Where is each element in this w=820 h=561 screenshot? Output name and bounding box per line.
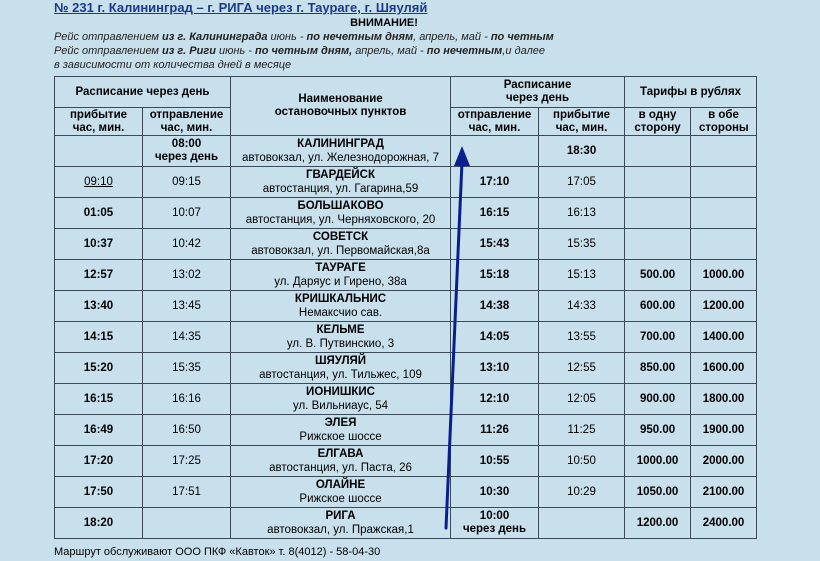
header-one-way: в одну сторону (625, 108, 691, 136)
arrival-cell: 17:50 (55, 477, 143, 508)
stop-city: КРИШКАЛЬНИС (294, 293, 387, 305)
departure-return-cell: 10:00 через день (451, 508, 539, 539)
arrival-cell: 16:15 (55, 384, 143, 415)
stop-address: автовокзал, ул. Первомайская,8а (251, 245, 430, 257)
departure-return-cell: 14:38 (451, 291, 539, 322)
tariff-both-ways-cell: 1000.00 (691, 260, 757, 291)
tariff-one-way-cell: 900.00 (625, 384, 691, 415)
table-row (55, 322, 757, 353)
stop-city: КЕЛЬМЕ (316, 324, 365, 336)
stop-city: РИГА (325, 510, 356, 522)
arrival-cell: 13:40 (55, 291, 143, 322)
arrival-return-cell: 12:55 (539, 353, 625, 384)
tariff-both-ways-cell: 2400.00 (691, 508, 757, 539)
tariff-both-ways-cell: 1400.00 (691, 322, 757, 353)
stop-name-cell (231, 136, 451, 167)
tariff-one-way-cell: 1000.00 (625, 446, 691, 477)
departure-cell: 13:02 (143, 260, 231, 291)
tariff-one-way-cell (625, 167, 691, 198)
departure-cell: 10:07 (143, 198, 231, 229)
stop-name-cell (231, 353, 451, 384)
table-row (55, 198, 757, 229)
tariff-one-way-cell (625, 229, 691, 260)
schedule-note-kaliningrad: Рейс отправлением из г. Калининграда июнь - по нечетным дням, апрель, май - по четным (54, 31, 554, 43)
warning-label: ВНИМАНИЕ! (350, 17, 418, 29)
departure-return-cell: 12:10 (451, 384, 539, 415)
stop-city: ШЯУЛЯЙ (314, 355, 367, 367)
stop-city: ОЛАЙНЕ (315, 479, 366, 491)
stop-city: ЕЛГАВА (317, 448, 364, 460)
table-row (55, 446, 757, 477)
stop-address: Немаксчио сав. (298, 307, 383, 319)
stop-address: ул. В. Путвинскио, 3 (286, 338, 395, 350)
tariff-both-ways-cell: 1800.00 (691, 384, 757, 415)
route-title[interactable]: № 231 г. Калининград – г. РИГА через г. Таураге, г. Шяуляй (54, 0, 428, 15)
arrival-return-cell: 15:13 (539, 260, 625, 291)
stop-name-cell (231, 508, 451, 539)
arrival-return-cell: 15:35 (539, 229, 625, 260)
arrival-cell: 10:37 (55, 229, 143, 260)
departure-cell: 17:51 (143, 477, 231, 508)
stop-name-cell (231, 260, 451, 291)
schedule-rows (55, 136, 757, 539)
tariff-both-ways-cell: 2000.00 (691, 446, 757, 477)
stop-name-cell (231, 477, 451, 508)
stop-address: автовокзал, ул. Железнодорожная, 7 (242, 152, 440, 164)
header-arrival: прибытие час, мин. (55, 108, 143, 136)
departure-cell: 17:25 (143, 446, 231, 477)
departure-cell: 09:15 (143, 167, 231, 198)
tariff-both-ways-cell: 1200.00 (691, 291, 757, 322)
tariff-both-ways-cell: 1600.00 (691, 353, 757, 384)
header-stops: Наименование остановочных пунктов (231, 77, 451, 136)
header-departure: отправление час, мин. (143, 108, 231, 136)
departure-return-cell: 15:43 (451, 229, 539, 260)
tariff-one-way-cell: 1200.00 (625, 508, 691, 539)
tariff-both-ways-cell (691, 229, 757, 260)
tariff-one-way-cell: 850.00 (625, 353, 691, 384)
schedule-note-days: в зависимости от количества дней в месяце (54, 59, 292, 71)
table-row (55, 353, 757, 384)
stop-name-cell (231, 384, 451, 415)
arrival-cell: 15:20 (55, 353, 143, 384)
tariff-both-ways-cell (691, 167, 757, 198)
departure-cell (143, 508, 231, 539)
arrival-cell: 14:15 (55, 322, 143, 353)
stop-name-cell (231, 229, 451, 260)
stop-address: автостанция, ул. Тильжес, 109 (259, 369, 422, 381)
header-schedule-return: Расписание через день (451, 77, 625, 108)
stop-name-cell (231, 291, 451, 322)
header-both-ways: в обе стороны (691, 108, 757, 136)
departure-cell: 13:45 (143, 291, 231, 322)
table-row (55, 477, 757, 508)
table-row (55, 291, 757, 322)
arrival-return-cell (539, 508, 625, 539)
stop-city: ЭЛЕЯ (324, 417, 357, 429)
stop-city: КАЛИНИНГРАД (297, 138, 384, 150)
arrival-return-cell: 10:50 (539, 446, 625, 477)
departure-cell: 15:35 (143, 353, 231, 384)
arrival-cell: 01:05 (55, 198, 143, 229)
stop-address: Рижское шоссе (299, 431, 382, 443)
departure-cell: 14:35 (143, 322, 231, 353)
header-tariffs: Тарифы в рублях (625, 77, 757, 108)
stop-name-cell (231, 198, 451, 229)
tariff-one-way-cell (625, 198, 691, 229)
table-row (55, 260, 757, 291)
arrival-return-cell: 16:13 (539, 198, 625, 229)
stop-city: СОВЕТСК (312, 231, 369, 243)
stop-name-cell (231, 415, 451, 446)
departure-return-cell: 13:10 (451, 353, 539, 384)
tariff-one-way-cell: 600.00 (625, 291, 691, 322)
stop-address: Рижское шоссе (299, 493, 382, 505)
stop-city: ГВАРДЕЙСК (306, 169, 375, 181)
arrival-return-cell: 11:25 (539, 415, 625, 446)
tariff-one-way-cell: 500.00 (625, 260, 691, 291)
stop-city: ИОНИШКИС (306, 386, 375, 398)
table-row (55, 384, 757, 415)
header-arrival-return: прибытие час, мин. (539, 108, 625, 136)
arrival-cell: 12:57 (55, 260, 143, 291)
tariff-one-way-cell (625, 136, 691, 167)
arrival-return-cell: 14:33 (539, 291, 625, 322)
departure-return-cell: 10:30 (451, 477, 539, 508)
table-row (55, 167, 757, 198)
arrival-return-cell: 18:30 (539, 136, 625, 167)
stop-address: ул. Даряус и Гирено, 38а (274, 276, 407, 288)
stop-address: автостанция, ул. Черняховского, 20 (245, 214, 436, 226)
header-schedule-outbound: Расписание через день (55, 77, 231, 108)
arrival-cell: 16:49 (55, 415, 143, 446)
tariff-one-way-cell: 700.00 (625, 322, 691, 353)
stop-address: автостанция, ул. Гагарина,59 (262, 183, 419, 195)
arrival-return-cell: 17:05 (539, 167, 625, 198)
tariff-both-ways-cell (691, 198, 757, 229)
departure-return-cell: 14:05 (451, 322, 539, 353)
stop-address: автостанция, ул. Паста, 26 (269, 462, 412, 474)
departure-cell: 08:00 через день (143, 136, 231, 167)
arrival-cell[interactable]: 09:10 (55, 167, 143, 198)
departure-return-cell: 10:55 (451, 446, 539, 477)
arrival-cell: 17:20 (55, 446, 143, 477)
stop-city: БОЛЬШАКОВО (297, 200, 384, 212)
arrival-cell: 18:20 (55, 508, 143, 539)
table-row (55, 508, 757, 539)
stop-address: автовокзал, ул. Пражская,1 (267, 524, 414, 536)
departure-cell: 16:50 (143, 415, 231, 446)
departure-return-cell: 15:18 (451, 260, 539, 291)
schedule-table (54, 76, 757, 539)
tariff-one-way-cell: 1050.00 (625, 477, 691, 508)
table-row (55, 229, 757, 260)
departure-cell: 16:16 (143, 384, 231, 415)
departure-return-cell: 16:15 (451, 198, 539, 229)
stop-name-cell (231, 446, 451, 477)
tariff-both-ways-cell (691, 136, 757, 167)
departure-return-cell: 17:10 (451, 167, 539, 198)
table-row (55, 136, 757, 167)
tariff-one-way-cell: 950.00 (625, 415, 691, 446)
page-header (54, 0, 754, 72)
arrival-return-cell: 12:05 (539, 384, 625, 415)
footer-operator: Маршрут обслуживают ООО ПКФ «Кавток» т. 8(4012) - 58-04-30 (54, 546, 381, 558)
departure-return-cell (451, 136, 539, 167)
departure-return-cell: 11:26 (451, 415, 539, 446)
table-row (55, 415, 757, 446)
tariff-both-ways-cell: 2100.00 (691, 477, 757, 508)
tariff-both-ways-cell: 1900.00 (691, 415, 757, 446)
schedule-note-riga: Рейс отправлением из г. Риги июнь - по четным дням, апрель, май - по нечетным,и далее (54, 45, 546, 57)
departure-cell: 10:42 (143, 229, 231, 260)
header-departure-return: отправление час, мин. (451, 108, 539, 136)
arrival-cell (55, 136, 143, 167)
stop-name-cell (231, 322, 451, 353)
arrival-return-cell: 13:55 (539, 322, 625, 353)
arrival-return-cell: 10:29 (539, 477, 625, 508)
stop-address: ул. Вильниаус, 54 (293, 400, 389, 412)
stop-name-cell (231, 167, 451, 198)
stop-city: ТАУРАГЕ (315, 262, 366, 274)
